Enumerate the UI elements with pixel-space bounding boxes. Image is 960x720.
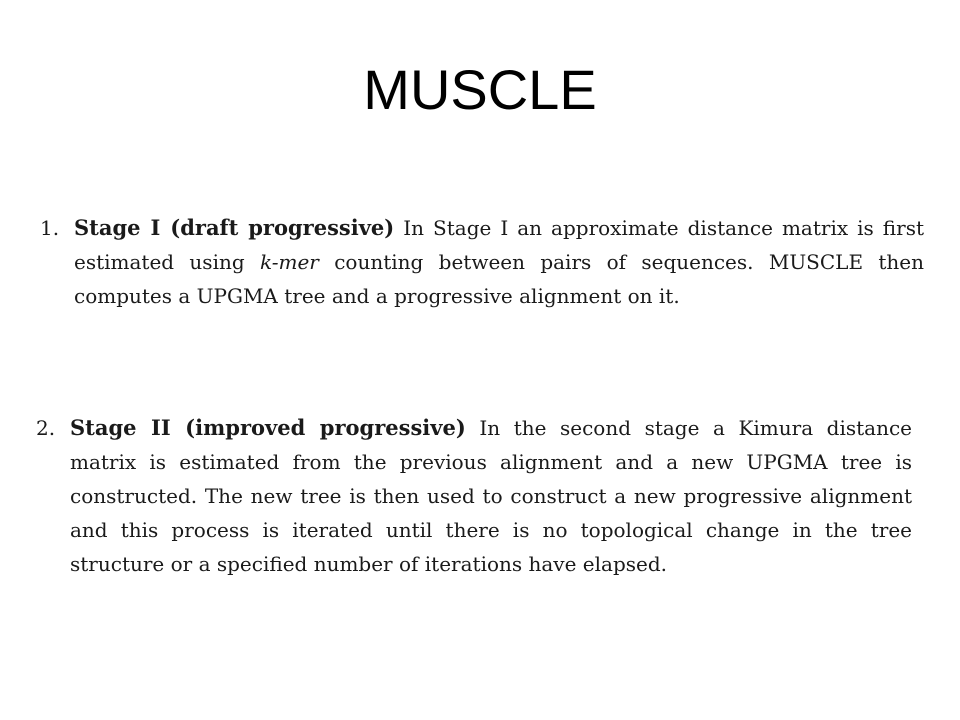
- stage-body: [74, 211, 924, 313]
- stage-text: In the second stage a Kimura distance matrix is estimated from the previous alignment and a new UPGMA tree is constructed. The new tree is then used to construct a new progressive alignment and this process is iterated until there is no topological change in the tree structure or a specified number of iterations have elapsed.: [70, 416, 913, 576]
- slide-title: MUSCLE: [363, 58, 597, 121]
- stage-number: 1.: [40, 216, 60, 240]
- stage-heading: Stage II (improved progressive): [70, 415, 466, 440]
- stage-heading: Stage I (draft progressive): [74, 215, 395, 240]
- stage-text-continued: counting between pairs of sequences. MUSCLE then computes a UPGMA tree and a progressive alignment on it.: [74, 250, 925, 308]
- stage-emphasis: k-mer: [259, 250, 319, 274]
- stage-body: [70, 411, 912, 581]
- stage-number: 2.: [36, 416, 56, 440]
- stage-text: In Stage I an approximate distance matrix is first estimated using: [74, 216, 924, 274]
